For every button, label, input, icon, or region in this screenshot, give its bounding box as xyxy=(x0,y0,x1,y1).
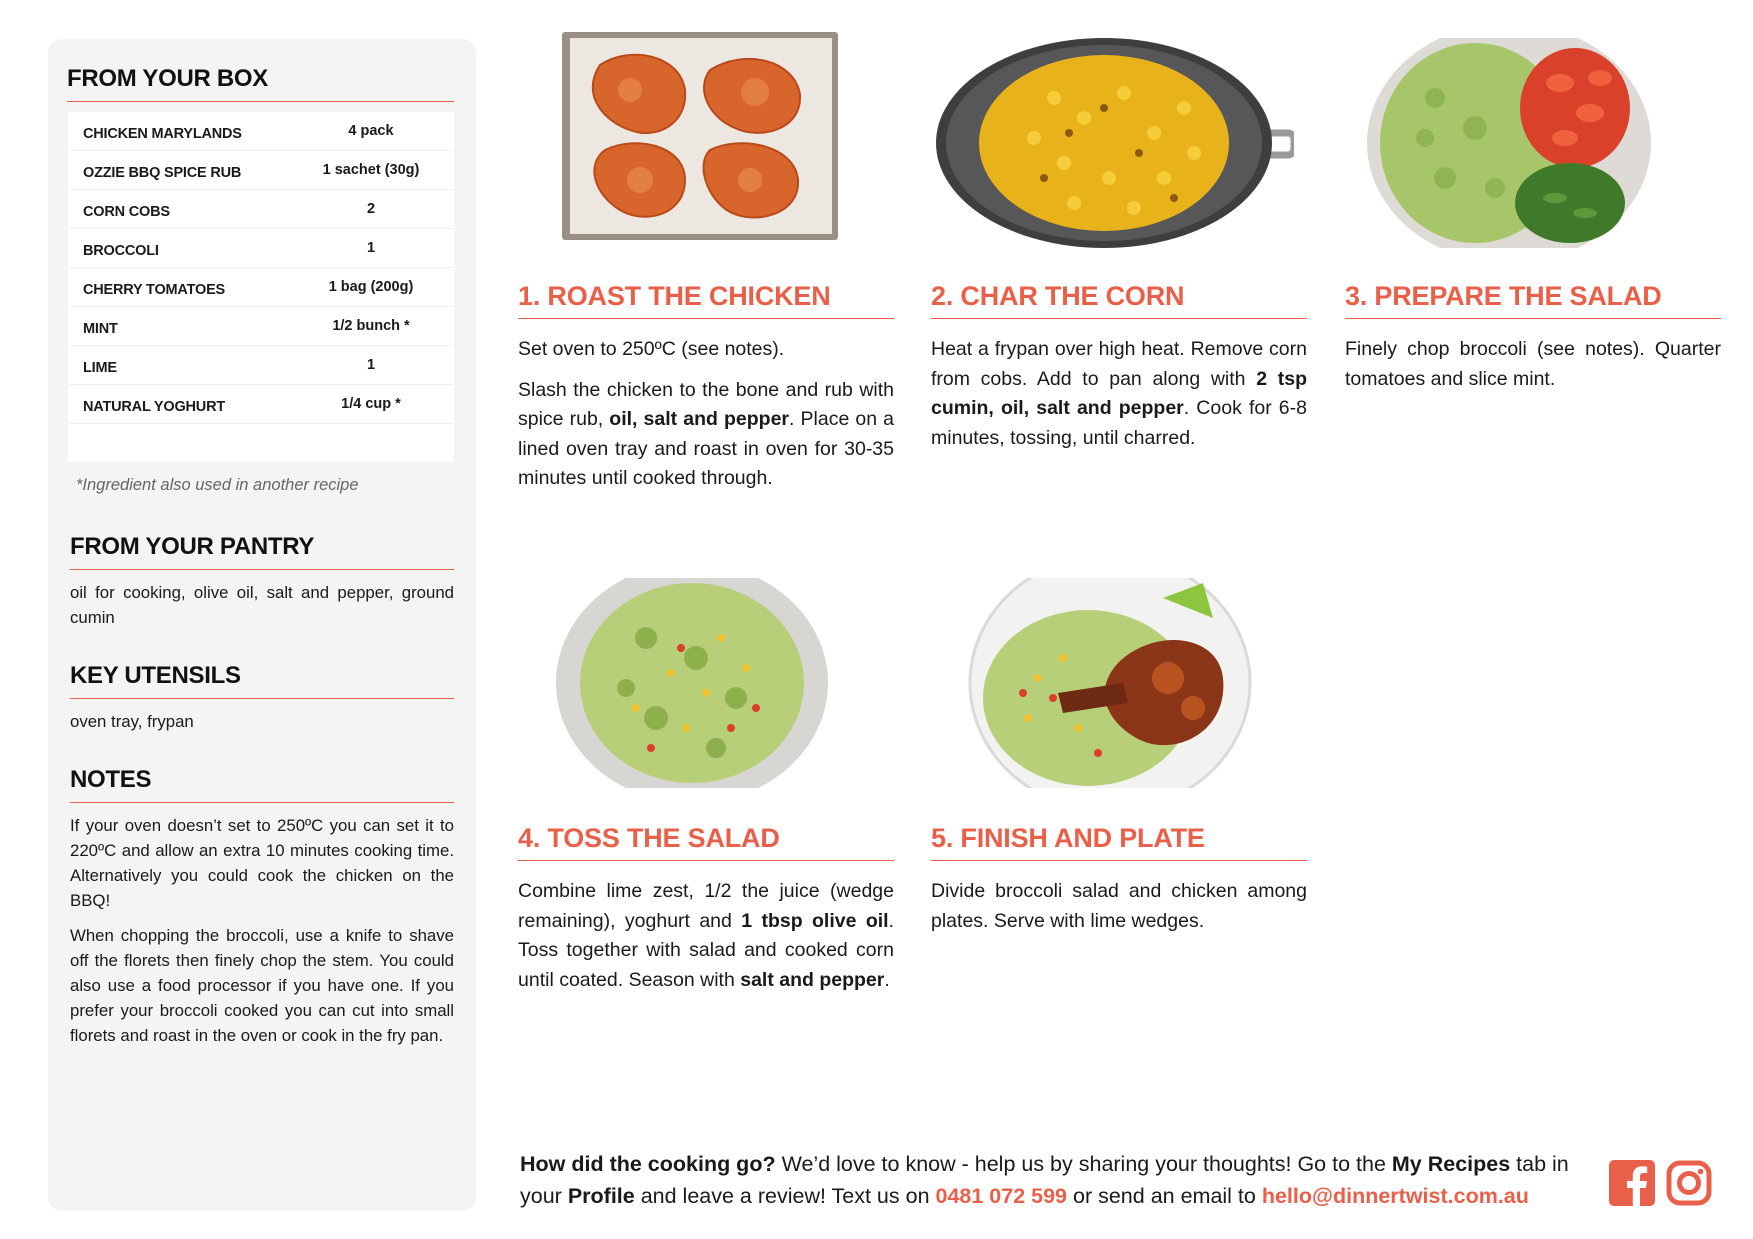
step-title: 2. CHAR THE CORN xyxy=(931,281,1307,319)
table-row xyxy=(68,151,454,190)
table-row xyxy=(68,346,454,385)
email-link[interactable]: hello@dinnertwist.com.au xyxy=(1261,1184,1529,1208)
toss-salad-photo xyxy=(556,578,866,788)
text-run: . Toss together with salad and cooked corn until coated. Season with xyxy=(518,909,894,991)
char-corn-photo xyxy=(934,38,1294,248)
step-text xyxy=(931,335,1307,453)
text-run: . Place on a lined oven tray and roast in oven for 30-35 minutes until cooked through. xyxy=(518,408,895,489)
ingredient-qty: 1/4 cup * xyxy=(341,396,401,412)
ingredient-footnote: *Ingredient also used in another recipe xyxy=(76,476,359,494)
my-recipes-label: My Recipes xyxy=(1391,1152,1511,1176)
step-5 xyxy=(931,823,1307,936)
step-text: Finely chop broccoli (see notes). Quarter tomatoes and slice mint. xyxy=(1345,338,1721,390)
ingredient-qty: 1 bag (200g) xyxy=(328,279,414,295)
text-run: Heat a frypan over high heat. Remove corn from cobs. Add to pan along with xyxy=(931,338,1307,390)
text-run-bold: salt and pepper xyxy=(740,968,885,991)
step-title: 4. TOSS THE SALAD xyxy=(518,823,894,861)
feedback-question: How did the cooking go? xyxy=(520,1152,776,1176)
text-run: We’d love to know - help us by sharing your thoughts! Go to the xyxy=(775,1152,1392,1176)
step-title: 1. ROAST THE CHICKEN xyxy=(518,281,894,319)
notes-paragraph: When chopping the broccoli, use a knife to shave off the florets then finely chop the stem. You could also use a food processor if you have one. If you prefer your broccoli cooked you can cut into small florets and roast in the oven or cook in the fry pan. xyxy=(70,926,454,1045)
ingredient-qty: 1 xyxy=(366,357,376,373)
pantry-section xyxy=(68,533,454,630)
notes-section xyxy=(68,766,454,1048)
step-1 xyxy=(518,281,894,494)
text-run-bold: 2 tsp cumin, oil, salt and pepper xyxy=(931,367,1307,419)
ingredient-name: CHICKEN MARYLANDS xyxy=(83,126,242,142)
step-title: 3. PREPARE THE SALAD xyxy=(1345,281,1721,319)
table-row xyxy=(68,268,454,307)
table-row xyxy=(68,385,454,424)
ingredient-qty: 1/2 bunch * xyxy=(332,318,410,334)
roast-chicken-photo xyxy=(560,30,840,242)
ingredient-name: MINT xyxy=(83,321,118,337)
ingredient-qty: 1 xyxy=(366,240,376,256)
text-run: . Cook for 6-8 minutes, tossing, until charred. xyxy=(931,397,1307,449)
pantry-heading: FROM YOUR PANTRY xyxy=(70,533,454,570)
table-row xyxy=(68,190,454,229)
phone-link[interactable]: 0481 072 599 xyxy=(935,1184,1068,1208)
facebook-icon[interactable] xyxy=(1609,1160,1655,1206)
finish-plate-photo xyxy=(968,578,1258,788)
step-body xyxy=(518,877,894,995)
text-run: tab in your xyxy=(520,1152,1569,1208)
step-text xyxy=(518,877,894,995)
step-text: Divide broccoli salad and chicken among plates. Serve with lime wedges. xyxy=(931,880,1307,932)
step-text xyxy=(518,376,894,494)
table-row xyxy=(68,112,454,151)
table-row xyxy=(68,307,454,346)
utensils-section xyxy=(68,662,454,734)
step-title: 5. FINISH AND PLATE xyxy=(931,823,1307,861)
ingredients-table xyxy=(68,112,454,462)
utensils-heading: KEY UTENSILS xyxy=(70,662,454,699)
text-run: Combine lime zest, 1/2 the juice (wedge remaining), yoghurt and xyxy=(518,880,894,932)
ingredient-qty: 4 pack xyxy=(348,123,394,139)
utensils-text: oven tray, frypan xyxy=(70,712,194,731)
from-your-box-heading: FROM YOUR BOX xyxy=(67,65,454,102)
text-run: Slash the chicken to the bone and rub with spice rub, xyxy=(518,378,894,430)
text-run: and leave a review! Text us on xyxy=(634,1184,936,1208)
pantry-text: oil for cooking, olive oil, salt and pepper, ground cumin xyxy=(70,583,454,627)
ingredient-name: NATURAL YOGHURT xyxy=(83,399,226,415)
ingredient-name: CHERRY TOMATOES xyxy=(83,282,226,298)
ingredients-sidebar xyxy=(48,39,476,1211)
step-body xyxy=(518,335,894,494)
ingredient-qty: 2 xyxy=(366,201,376,217)
text-run: . xyxy=(884,968,890,991)
ingredient-name: CORN COBS xyxy=(83,204,170,220)
instagram-icon[interactable] xyxy=(1666,1160,1712,1206)
prepare-salad-photo xyxy=(1365,38,1653,248)
notes-heading: NOTES xyxy=(70,766,454,803)
step-4 xyxy=(518,823,894,995)
ingredient-name: LIME xyxy=(83,360,117,376)
feedback-footer xyxy=(520,1148,1580,1212)
ingredient-name: BROCCOLI xyxy=(83,243,159,259)
text-run: or send an email to xyxy=(1067,1184,1262,1208)
ingredient-qty: 1 sachet (30g) xyxy=(322,162,420,178)
table-row-empty xyxy=(68,424,454,462)
step-3 xyxy=(1345,281,1721,394)
step-body xyxy=(931,877,1307,936)
notes-paragraph: If your oven doesn’t set to 250ºC you can set it to 220ºC and allow an extra 10 minutes cooking time. Alternatively you could cook the chicken on the BBQ! xyxy=(70,816,454,910)
step-2 xyxy=(931,281,1307,453)
step-body xyxy=(931,335,1307,453)
text-run-bold: oil, salt and pepper xyxy=(609,408,790,430)
step-body xyxy=(1345,335,1721,394)
profile-label: Profile xyxy=(567,1184,635,1208)
step-text: Set oven to 250ºC (see notes). xyxy=(518,338,785,360)
ingredient-name: OZZIE BBQ SPICE RUB xyxy=(83,165,242,181)
table-row xyxy=(68,229,454,268)
text-run-bold: 1 tbsp olive oil xyxy=(741,909,889,932)
